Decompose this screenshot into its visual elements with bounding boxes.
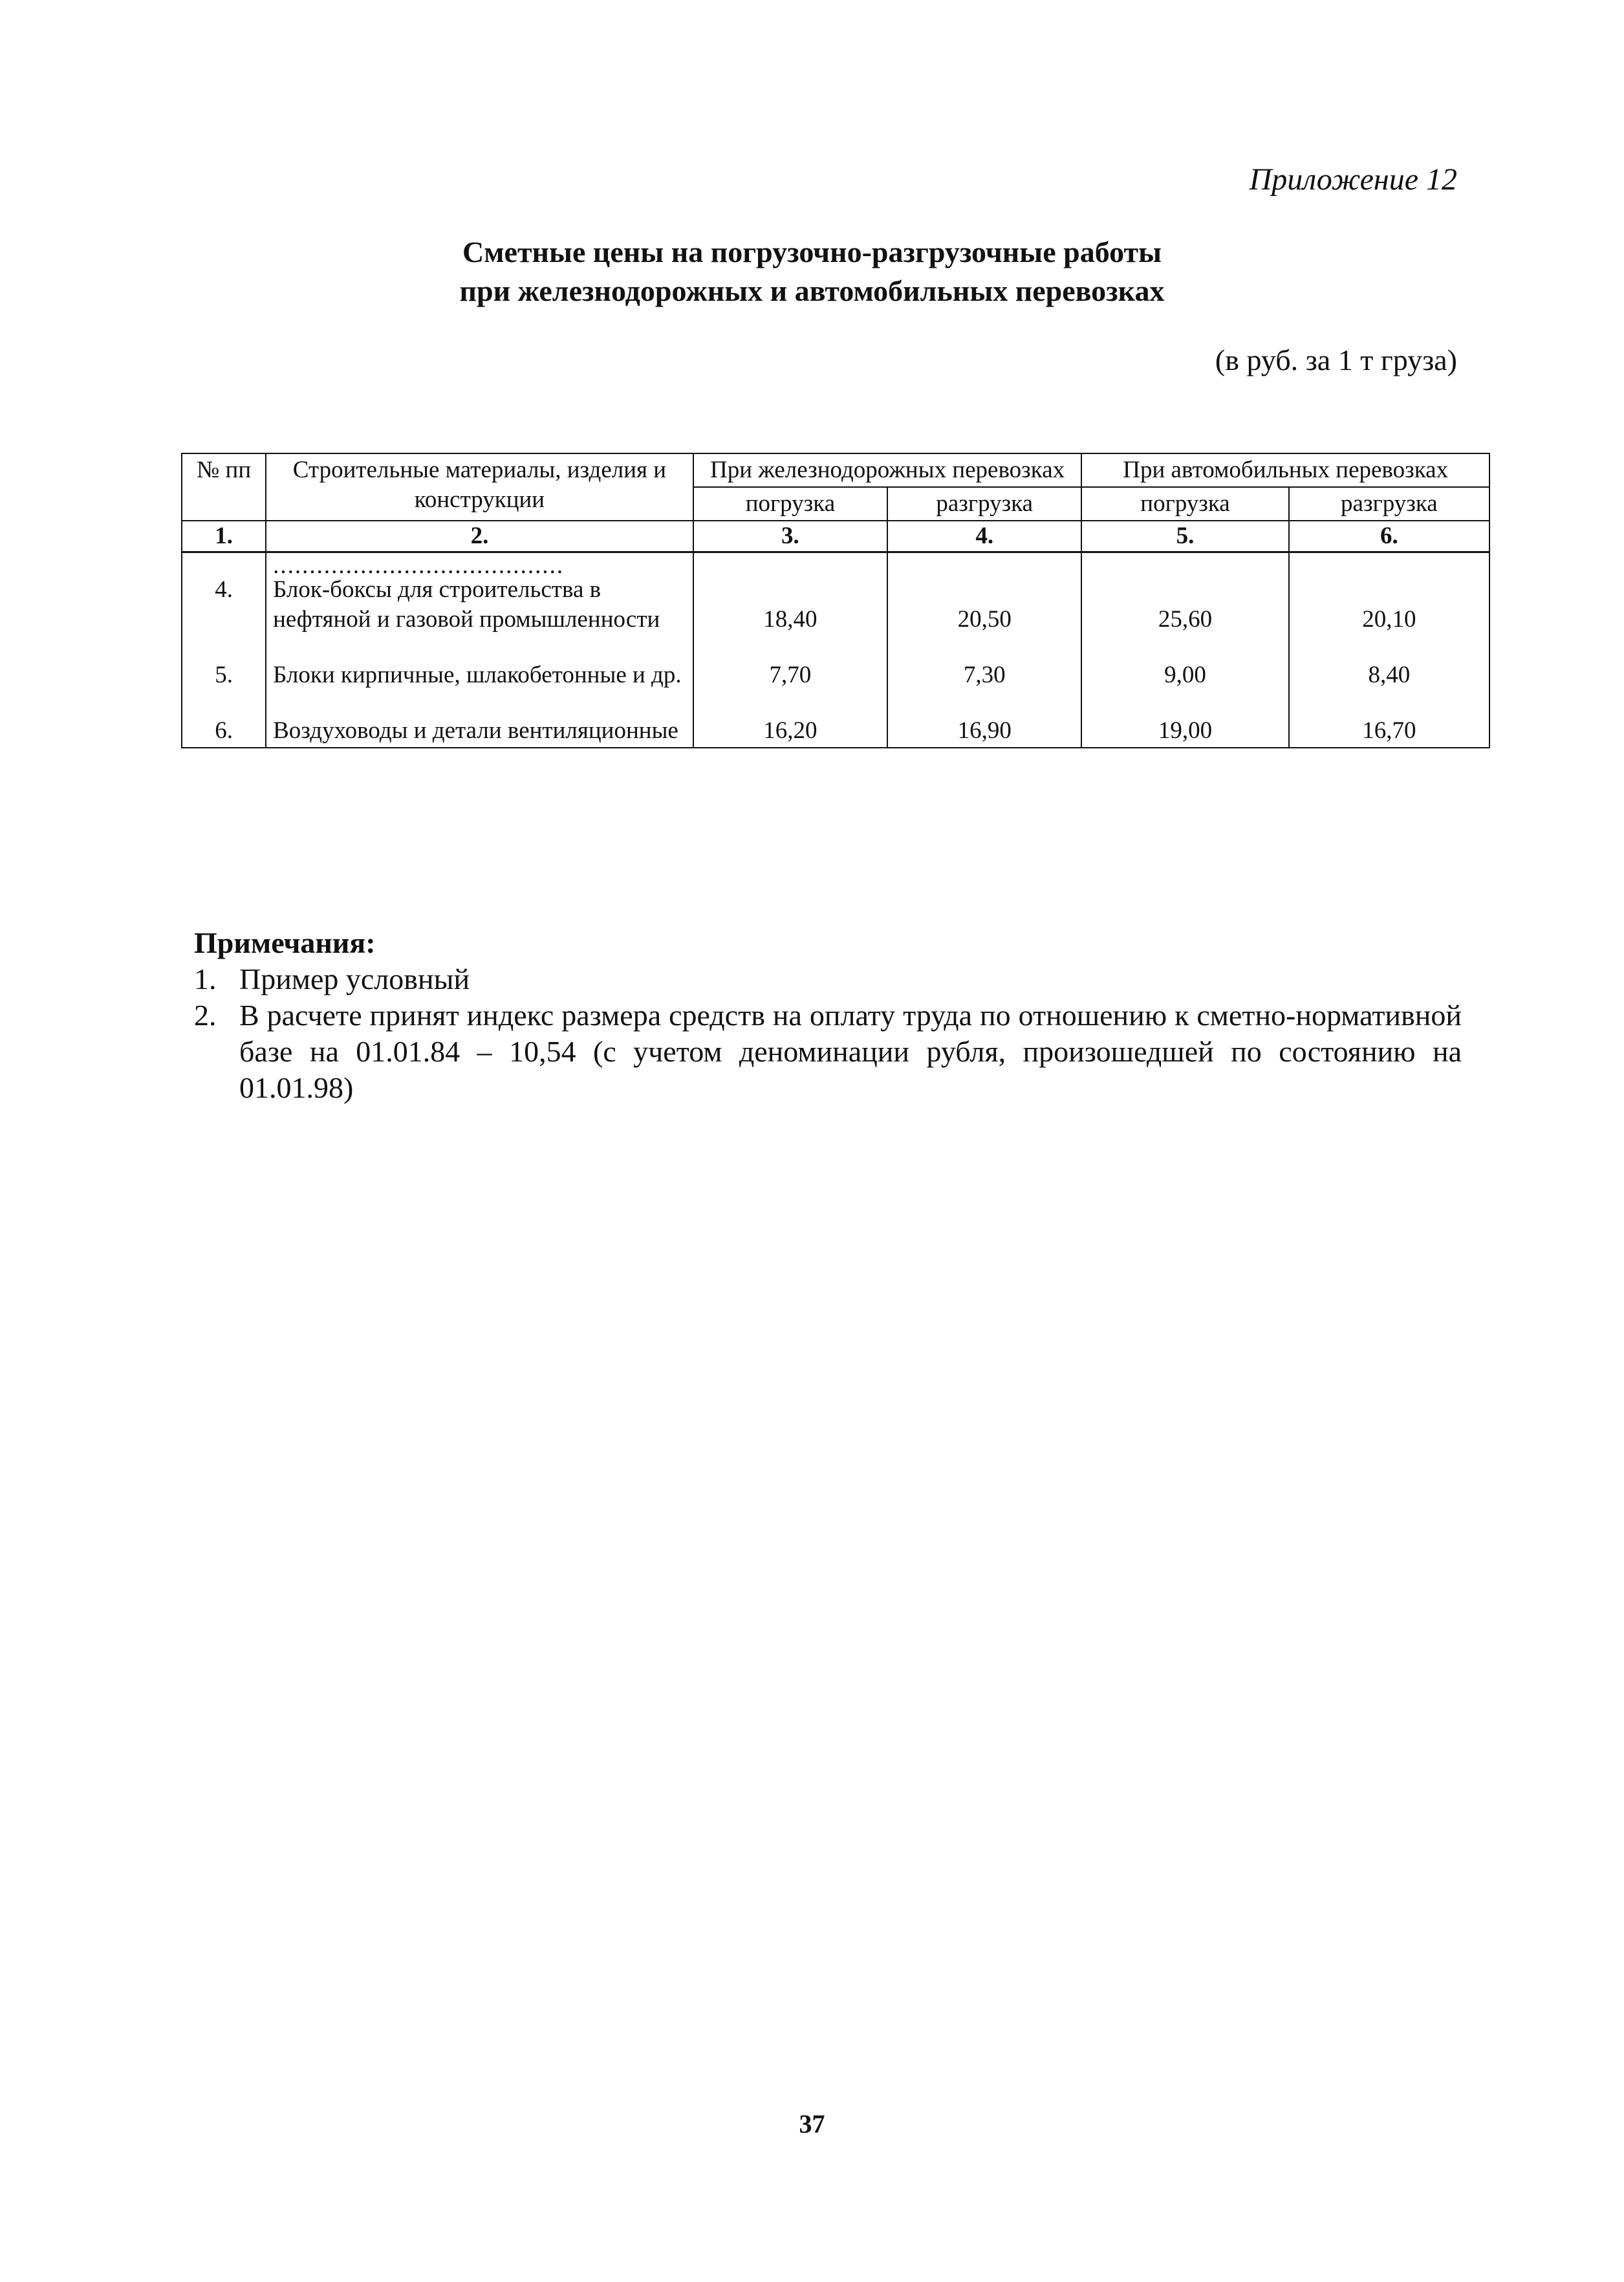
title-line-2: при железнодорожных и автомобильных перевозках — [459, 274, 1165, 307]
cell-auto-load: 19,00 — [1081, 715, 1288, 748]
col-number-3: 3. — [693, 521, 887, 552]
cell-rail-load: 7,70 — [693, 659, 887, 691]
cell-rail-load: 16,20 — [693, 715, 887, 748]
note-text: Пример условный — [239, 962, 470, 995]
page-number: 37 — [799, 2109, 825, 2138]
cell-rail-load: 18,40 — [693, 552, 887, 636]
col-number-6: 6. — [1289, 521, 1489, 552]
header-name: Строительные материалы, изделия и конструкции — [266, 453, 693, 521]
header-auto-load: погрузка — [1081, 487, 1288, 521]
row-name: Воздуховоды и детали вентиляционные — [266, 715, 693, 748]
cell-auto-load: 25,60 — [1081, 552, 1288, 636]
note-number: 2. — [194, 999, 217, 1032]
row-name: Блоки кирпичные, шлакобетонные и др. — [266, 659, 693, 691]
col-number-4: 4. — [887, 521, 1081, 552]
note-item — [194, 997, 1462, 1106]
table-row — [182, 715, 1489, 748]
cell-auto-unload: 8,40 — [1289, 659, 1489, 691]
units-note: (в руб. за 1 т груза) — [1215, 343, 1457, 376]
notes-section — [194, 925, 1462, 1106]
price-table — [181, 453, 1490, 748]
cell-auto-unload: 20,10 — [1289, 552, 1489, 636]
document-title — [0, 233, 1624, 310]
header-no: № пп — [182, 453, 266, 521]
cell-auto-load: 9,00 — [1081, 659, 1288, 691]
col-number-5: 5. — [1081, 521, 1288, 552]
note-item — [194, 961, 1462, 997]
title-line-1: Сметные цены на погрузочно-разгрузочные работы — [462, 235, 1162, 268]
table-row — [182, 659, 1489, 691]
note-text: В расчете принят индекс размера средств на оплату труда по отношению к сметно-нормативной базе на 01.01.84 – 10,54 (с учетом деноминации рубля, произошедшей по состоянию на 01.01.98) — [239, 999, 1462, 1104]
col-number-1: 1. — [182, 521, 266, 552]
col-number-2: 2. — [266, 521, 693, 552]
header-auto: При автомобильных перевозках — [1081, 453, 1489, 487]
header-rail-load: погрузка — [693, 487, 887, 521]
cell-rail-unload: 20,50 — [887, 552, 1081, 636]
notes-title: Примечания: — [194, 926, 376, 959]
row-number: 6. — [182, 715, 266, 748]
header-rail: При железнодорожных перевозках — [693, 453, 1082, 487]
cell-rail-unload: 7,30 — [887, 659, 1081, 691]
note-number: 1. — [194, 962, 217, 995]
row-number: 5. — [182, 659, 266, 691]
cell-rail-unload: 16,90 — [887, 715, 1081, 748]
header-auto-unload: разгрузка — [1289, 487, 1489, 521]
ellipsis-dots: ........................................ — [273, 552, 565, 579]
table-row — [182, 552, 1489, 636]
row-number: 4. — [215, 576, 233, 603]
row-name: Блок-боксы для строительства в нефтяной и газовой промышленности — [273, 576, 660, 633]
appendix-label: Приложение 12 — [1249, 162, 1457, 197]
header-rail-unload: разгрузка — [887, 487, 1081, 521]
cell-auto-unload: 16,70 — [1289, 715, 1489, 748]
